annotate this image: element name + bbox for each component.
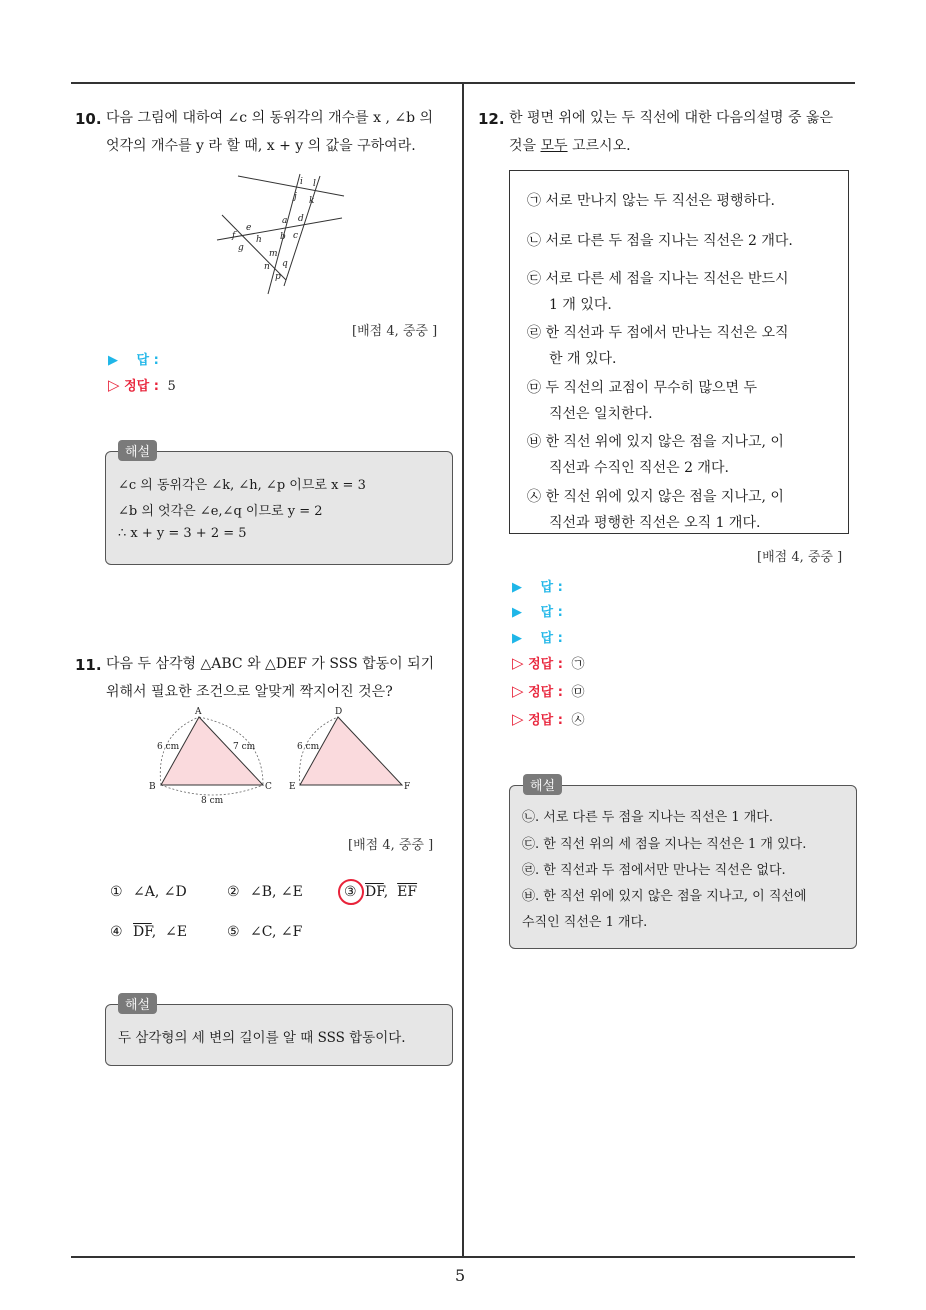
solution-tag: 해설 — [118, 440, 157, 461]
answer-row — [512, 601, 563, 620]
vertex-label-a: A — [195, 707, 202, 717]
side-length-bc: 8 cm — [201, 796, 224, 806]
solution-line: ∴ x + y = 3 + 2 = 5 — [118, 526, 247, 541]
angle-label: m — [269, 249, 278, 259]
correct-answer-row — [108, 375, 176, 394]
question-number: 12. — [478, 110, 505, 128]
statement-4-cont: 한 개 있다. — [549, 351, 617, 367]
choice-separator: , — [383, 884, 398, 900]
choice-4[interactable] — [110, 924, 187, 940]
page-number: 5 — [455, 1266, 466, 1285]
angle-label: k — [309, 196, 315, 206]
triangle-filled-icon: ▶ — [512, 580, 522, 595]
correct-label: 정답 : — [124, 379, 159, 394]
answer-label: 답 : — [540, 605, 563, 620]
statement-1: ㉠ 서로 만나지 않는 두 직선은 평행하다. — [527, 193, 776, 209]
choice-number: ③ — [344, 884, 357, 900]
solution-line: ∠c 의 동위각은 ∠k, ∠h, ∠p 이므로 x = 3 — [118, 478, 366, 493]
choice-number: ⑤ — [227, 924, 240, 940]
choice-segment: $\overline{DF}$ — [133, 924, 152, 940]
choice-number: ② — [227, 884, 240, 900]
triangle-filled-icon: ▶ — [512, 631, 522, 646]
correct-answer-row — [512, 681, 584, 700]
triangle-outline-icon: ▷ — [512, 654, 524, 672]
angle-label: g — [238, 243, 244, 253]
triangle-outline-icon: ▷ — [512, 682, 524, 700]
answer-row — [108, 349, 159, 368]
question-number: 11. — [75, 656, 102, 674]
choice-text: , ∠E — [151, 924, 188, 940]
answer-label: 답 : — [540, 631, 563, 646]
vertex-label-f: F — [404, 782, 411, 792]
correct-label: 정답 : — [528, 657, 563, 672]
solution-line: ㉥. 한 직선 위에 있지 않은 점을 지나고, 이 직선에 — [522, 889, 807, 904]
solution-line: ㉢. 한 직선 위의 세 점을 지나는 직선은 1 개 있다. — [522, 837, 807, 852]
question-text-line1: 다음 그림에 대하여 ∠c 의 동위각의 개수를 x , ∠b 의 — [106, 110, 434, 126]
angle-label: d — [298, 214, 304, 224]
angle-label: n — [264, 262, 270, 272]
solution-line: ㉣. 한 직선과 두 점에서만 만나는 직선은 없다. — [522, 863, 786, 878]
correct-answer-row — [512, 653, 584, 672]
question-text-pre: 것을 — [509, 138, 541, 154]
correct-value: ㉦ — [571, 713, 585, 728]
solution-line: 두 삼각형의 세 변의 길이를 알 때 SSS 합동이다. — [118, 1030, 406, 1046]
choice-3[interactable] — [344, 884, 417, 900]
angle-label: a — [282, 216, 288, 226]
statement-5-cont: 직선은 일치한다. — [549, 406, 653, 422]
solution-tag: 해설 — [523, 774, 562, 795]
solution-line: ㉡. 서로 다른 두 점을 지나는 직선은 1 개다. — [522, 810, 773, 825]
triangle-outline-icon: ▷ — [108, 376, 120, 394]
correct-label: 정답 : — [528, 713, 563, 728]
correct-value: 5 — [167, 379, 176, 394]
question-text-emphasis: 모두 — [540, 138, 568, 154]
angle-label: e — [246, 223, 252, 233]
solution-tag: 해설 — [118, 993, 157, 1014]
triangle-outline-icon: ▷ — [512, 710, 524, 728]
answer-row — [512, 576, 563, 595]
choice-2[interactable] — [227, 884, 303, 900]
choice-segment: $\overline{EF}$ — [397, 884, 418, 900]
side-length-de: 6 cm — [297, 742, 320, 752]
question-text-line1: 한 평면 위에 있는 두 직선에 대한 다음의설명 중 옳은 — [509, 110, 834, 126]
triangle-filled-icon: ▶ — [512, 605, 522, 620]
solution-line: ∠b 의 엇각은 ∠e,∠q 이므로 y = 2 — [118, 504, 323, 519]
bottom-rule — [71, 1256, 855, 1258]
angle-label: h — [256, 235, 262, 245]
triangles-figure — [145, 705, 420, 810]
vertex-label-e: E — [289, 782, 296, 792]
question-text-line2 — [509, 132, 631, 160]
question-text-line1: 다음 두 삼각형 △ABC 와 △DEF 가 SSS 합동이 되기 — [106, 656, 435, 672]
statement-6: ㉥ 한 직선 위에 있지 않은 점을 지나고, 이 — [527, 434, 784, 450]
choice-text: ∠A, ∠D — [133, 884, 187, 900]
vertex-label-c: C — [265, 782, 272, 792]
statement-2: ㉡ 서로 다른 두 점을 지나는 직선은 2 개다. — [527, 233, 793, 249]
angle-label: p — [275, 272, 281, 282]
solution-line: 수직인 직선은 1 개다. — [522, 915, 648, 930]
question-number: 10. — [75, 110, 102, 128]
choice-5[interactable] — [227, 924, 302, 940]
choice-number: ① — [110, 884, 123, 900]
angle-label: l — [313, 179, 316, 189]
choice-text: ∠C, ∠F — [250, 924, 303, 940]
question-text-line2: 엇각의 개수를 y 라 할 때, x + y 의 값을 구하여라. — [106, 138, 416, 154]
statement-6-cont: 직선과 수직인 직선은 2 개다. — [549, 460, 729, 476]
angle-label: i — [300, 177, 303, 187]
correct-value: ㉤ — [571, 685, 585, 700]
statement-7: ㉦ 한 직선 위에 있지 않은 점을 지나고, 이 — [527, 489, 784, 505]
correct-answer-row — [512, 709, 584, 728]
angle-label: c — [293, 231, 299, 241]
score-label: [배점 4, 중중 ] — [757, 550, 843, 565]
score-label: [배점 4, 중중 ] — [352, 324, 438, 339]
score-label: [배점 4, 중중 ] — [348, 838, 434, 853]
choice-text: ∠B, ∠E — [250, 884, 303, 900]
angle-label: f — [232, 231, 236, 241]
choice-segment: $\overline{DF}$ — [365, 884, 384, 900]
question-text-post: 고르시오. — [567, 138, 631, 154]
choice-number: ④ — [110, 924, 123, 940]
statement-7-cont: 직선과 평행한 직선은 오직 1 개다. — [549, 515, 761, 531]
vertex-label-d: D — [335, 707, 343, 717]
answer-label: 답 : — [136, 353, 159, 368]
side-length-ab: 6 cm — [157, 742, 180, 752]
statement-5: ㉤ 두 직선의 교점이 무수히 많으면 두 — [527, 380, 758, 396]
column-divider — [462, 82, 464, 1257]
statement-3-cont: 1 개 있다. — [549, 297, 612, 313]
correct-value: ㉠ — [571, 657, 585, 672]
parallel-lines-figure — [212, 168, 347, 296]
correct-label: 정답 : — [528, 685, 563, 700]
choice-1[interactable] — [110, 884, 187, 900]
vertex-label-b: B — [149, 782, 156, 792]
statement-4: ㉣ 한 직선과 두 점에서 만나는 직선은 오직 — [527, 325, 789, 341]
triangle-filled-icon: ▶ — [108, 353, 118, 368]
statement-3: ㉢ 서로 다른 세 점을 지나는 직선은 반드시 — [527, 271, 789, 287]
angle-label: q — [282, 259, 288, 269]
angle-label: j — [294, 192, 297, 202]
answer-row — [512, 627, 563, 646]
answer-label: 답 : — [540, 580, 563, 595]
side-length-ac: 7 cm — [233, 742, 256, 752]
question-text-line2: 위해서 필요한 조건으로 알맞게 짝지어진 것은? — [106, 684, 393, 700]
angle-label: b — [280, 232, 286, 242]
selected-circle-icon — [338, 879, 364, 905]
